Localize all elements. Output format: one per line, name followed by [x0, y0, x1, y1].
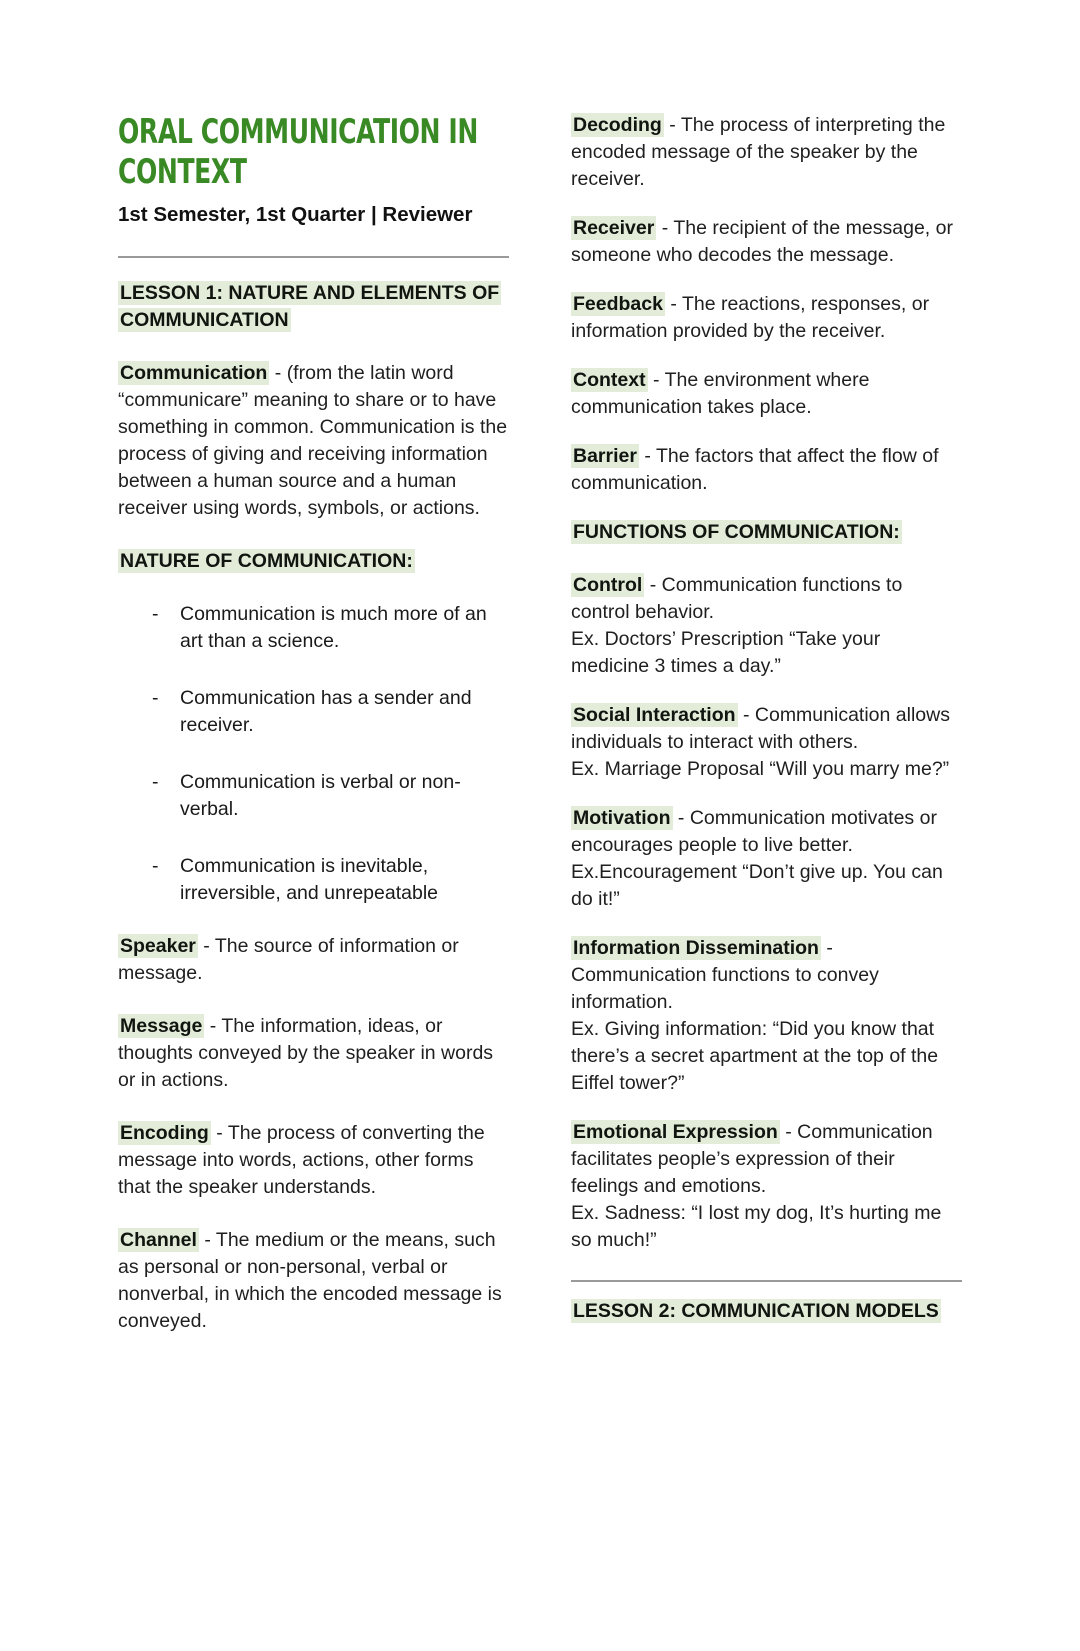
lesson-1-heading [118, 280, 509, 334]
term-label: Feedback [573, 293, 663, 315]
term-label: Receiver [573, 217, 655, 239]
page-subtitle: 1st Semester, 1st Quarter | Reviewer [118, 203, 473, 226]
term-feedback [571, 291, 962, 345]
term-definition: The reactions, responses, or information provided by the receiver. [571, 293, 930, 342]
page-title: ORAL COMMUNICATION IN CONTEXT [118, 112, 478, 192]
term-definition: (from the latin word “communicare” meaning to share or to have something in common. Communication is the process of giving and receiving information between a human source and a human receiver using words, symbols, or actions. [118, 362, 508, 519]
term-receiver [571, 215, 962, 269]
term-definition: The information, ideas, or thoughts conveyed by the speaker in words or in actions. [118, 1015, 494, 1091]
term-label: Encoding [120, 1122, 209, 1144]
function-control [571, 572, 962, 680]
term-label: Emotional Expression [573, 1121, 778, 1143]
term-label: Communication [120, 362, 268, 384]
term-dash: - [198, 1229, 216, 1251]
term-example: Ex. Giving information: “Did you know that there’s a secret apartment at the top of the Eiffel tower?” [571, 1018, 939, 1094]
term-dash: - [672, 807, 690, 829]
functions-of-communication-heading [571, 519, 962, 546]
lesson-1-heading-text: LESSON 1: NATURE AND ELEMENTS OF COMMUNICATION [120, 282, 500, 331]
term-definition: The source of information or message. [118, 935, 459, 984]
term-dash: - [638, 445, 656, 467]
term-definition: The recipient of the message, or someone who decodes the message. [571, 217, 953, 266]
term-channel [118, 1227, 509, 1335]
term-definition: Communication facilitates people’s expression of their feelings and emotions. [571, 1121, 933, 1197]
term-dash: - [197, 935, 215, 957]
term-example: Ex. Doctors’ Prescription “Take your medicine 3 times a day.” [571, 628, 881, 677]
nature-heading-text: NATURE OF COMMUNICATION: [120, 550, 413, 572]
term-decoding [571, 112, 962, 193]
term-communication [118, 360, 509, 522]
term-definition: The process of interpreting the encoded message of the speaker by the receiver. [571, 114, 946, 190]
term-definition: Communication functions to control behavior. [571, 574, 903, 623]
term-dash: - [644, 574, 662, 596]
term-label: Social Interaction [573, 704, 736, 726]
term-example: Ex. Sadness: “I lost my dog, It’s hurting me so much!” [571, 1202, 942, 1251]
left-column [118, 112, 509, 1361]
nature-bullet-list [118, 601, 509, 907]
term-label: Message [120, 1015, 203, 1037]
term-dash: - [820, 937, 833, 959]
term-label: Context [573, 369, 646, 391]
term-definition: The factors that affect the flow of communication. [571, 445, 939, 494]
term-encoding [118, 1120, 509, 1201]
term-example: Ex.Encouragement “Don’t give up. You can do it!” [571, 861, 943, 910]
term-label: Channel [120, 1229, 197, 1251]
term-definition: The environment where communication takes place. [571, 369, 870, 418]
term-definition: The medium or the means, such as personal or non-personal, verbal or nonverbal, in which the encoded message is conveyed. [118, 1229, 502, 1332]
function-social-interaction [571, 702, 962, 783]
dash-bullet-icon: - [152, 687, 159, 709]
term-context [571, 367, 962, 421]
term-dash: - [647, 369, 665, 391]
list-item-label: Communication is verbal or non-verbal. [180, 771, 461, 820]
term-label: Motivation [573, 807, 671, 829]
function-emotional-expression [571, 1119, 962, 1254]
term-dash: - [737, 704, 755, 726]
term-dash: - [210, 1122, 228, 1144]
term-definition: The process of converting the message into words, actions, other forms that the speaker understands. [118, 1122, 485, 1198]
term-definition: Communication allows individuals to interact with others. [571, 704, 950, 753]
term-barrier [571, 443, 962, 497]
title-divider [118, 256, 509, 258]
term-dash: - [663, 114, 681, 136]
term-label: Information Dissemination [573, 937, 819, 959]
term-dash: - [204, 1015, 222, 1037]
list-item-label: Communication is inevitable, irreversible, and unrepeatable [180, 855, 438, 904]
term-dash: - [779, 1121, 798, 1143]
list-item [152, 853, 509, 907]
two-column-layout [118, 112, 962, 1361]
term-dash: - [656, 217, 674, 239]
nature-of-communication-heading [118, 548, 509, 575]
term-definition: Communication motivates or encourages people to live better. [571, 807, 937, 856]
function-motivation [571, 805, 962, 913]
term-label: Decoding [573, 114, 662, 136]
dash-bullet-icon: - [152, 855, 159, 877]
term-dash: - [664, 293, 682, 315]
term-label: Barrier [573, 445, 637, 467]
list-item [152, 601, 509, 655]
term-speaker [118, 933, 509, 987]
term-message [118, 1013, 509, 1094]
list-item-label: Communication has a sender and receiver. [180, 687, 472, 736]
term-example: Ex. Marriage Proposal “Will you marry me?” [571, 758, 950, 780]
functions-heading-text: FUNCTIONS OF COMMUNICATION: [573, 521, 900, 543]
term-label: Speaker [120, 935, 196, 957]
dash-bullet-icon: - [152, 771, 159, 793]
lesson-2-heading-text: LESSON 2: COMMUNICATION MODELS [573, 1300, 939, 1322]
term-dash: - [269, 362, 287, 384]
term-definition: Communication functions to convey information. [571, 964, 879, 1013]
lesson-2-divider [571, 1280, 962, 1282]
dash-bullet-icon: - [152, 603, 159, 625]
list-item [152, 685, 509, 739]
lesson-2-heading [571, 1298, 962, 1325]
function-information-dissemination [571, 935, 962, 1097]
list-item-label: Communication is much more of an art than a science. [180, 603, 487, 652]
list-item [152, 769, 509, 823]
right-column [571, 112, 962, 1351]
term-label: Control [573, 574, 643, 596]
